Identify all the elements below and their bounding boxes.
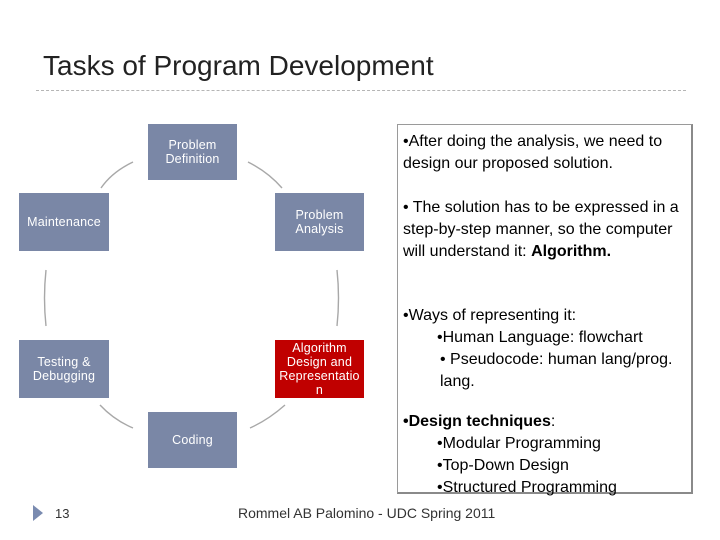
paragraph-design-techniques [403,411,691,499]
connector-definition-maintenance [101,162,133,188]
cycle-step-maintenance: Maintenance [19,193,109,251]
page-number: 13 [55,506,70,521]
representation-item: •Human Language: flowchart [437,329,643,346]
representation-intro: •Ways of representing it: [403,307,577,324]
cycle-step-problem-analysis: Problem Analysis [275,193,364,251]
paragraph-representation [403,305,691,393]
cycle-step-problem-definition: Problem Definition [148,124,237,180]
footer-credit: Rommel AB Palomino - UDC Spring 2011 [238,505,496,521]
technique-item: •Modular Programming [437,435,601,452]
connector-maintenance-testing [45,270,47,326]
cycle-step-coding: Coding [148,412,237,468]
connector-algorithm-coding [250,405,285,428]
connector-analysis-algorithm [337,270,339,326]
explanation-panel [397,124,693,494]
cycle-step-algorithm-design: Algorithm Design and Representatio n [275,340,364,398]
algorithm-keyword: Algorithm. [531,243,612,260]
design-techniques-colon: : [550,413,556,430]
step-by-step-text: • The solution has to be expressed in a step-by-step manner, so the computer will understand it: [403,199,679,260]
paragraph-design-intro: •After doing the analysis, we need to design our proposed solution. [403,133,663,172]
connector-definition-analysis [248,162,282,188]
technique-item: •Structured Programming [437,479,617,496]
paragraph-step-by-step [403,197,691,263]
slide-title: Tasks of Program Development [43,50,434,81]
cycle-step-testing-debugging: Testing & Debugging [19,340,109,398]
representation-item: • Pseudocode: human lang/prog. lang. [440,351,673,390]
connector-testing-coding [100,405,133,428]
technique-item: •Top-Down Design [437,457,569,474]
design-techniques-label: •Design techniques [403,413,551,430]
footer-triangle-icon [33,505,43,521]
